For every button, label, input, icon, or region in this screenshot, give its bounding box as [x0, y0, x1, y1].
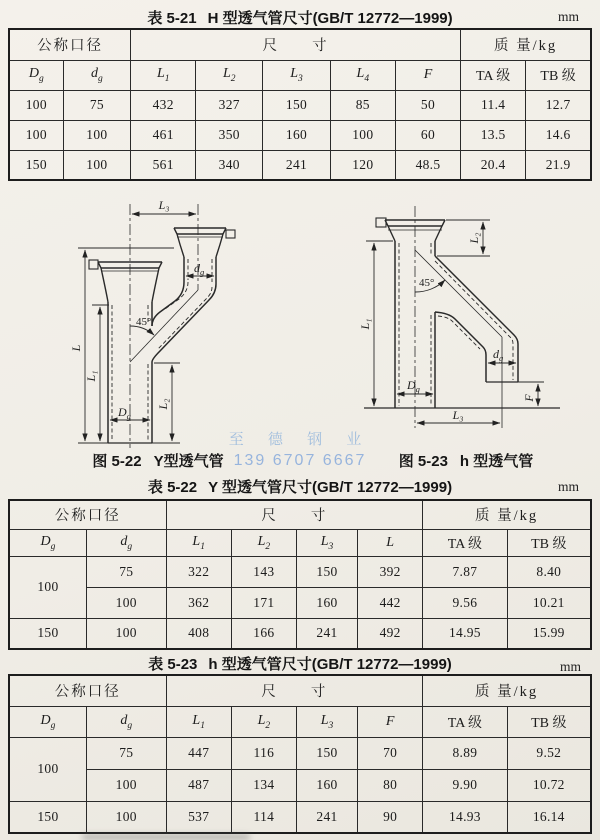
table-cell: 100	[63, 120, 131, 150]
table-cell: 10.21	[507, 587, 591, 618]
table-cell: 100	[86, 801, 166, 833]
dim-label-dg: $d_g$	[194, 261, 205, 277]
table-cell: 100	[9, 120, 63, 150]
group-header: 质 量/kg	[423, 675, 591, 706]
angle-label: 45°	[136, 316, 152, 328]
figure-y-type-drawing	[68, 190, 326, 452]
dim-label-L3: L₃	[452, 408, 464, 422]
table-cell: 20.4	[461, 150, 526, 180]
table-cell: 21.9	[526, 150, 591, 180]
column-header: $d_g$	[86, 529, 166, 556]
table-number: 表 5-22	[147, 479, 198, 496]
table-row	[9, 618, 591, 649]
column-header: $L_2$	[231, 706, 296, 737]
column-header: TB 级	[507, 529, 591, 556]
table-cell: 114	[231, 801, 296, 833]
unit-label-mm: mm	[557, 9, 579, 24]
table-cell: 241	[263, 150, 331, 180]
table-cell: 166	[231, 618, 296, 649]
table-row	[9, 556, 591, 587]
column-header: $L_2$	[231, 529, 296, 556]
table-row	[9, 120, 591, 150]
group-header: 尺 寸	[166, 675, 423, 706]
group-header: 质 量/kg	[461, 29, 591, 60]
table-h-small-type-dimensions	[8, 674, 592, 834]
table-cell: 150	[296, 556, 357, 587]
table-cell: 48.5	[395, 150, 460, 180]
table-number: 表 5-23	[148, 656, 198, 673]
table-cell: 11.4	[461, 90, 526, 120]
table-title-text: Y 型透气管尺寸(GB/T 12772—1999)	[208, 479, 453, 496]
table-cell: 160	[296, 587, 357, 618]
column-header: $L_1$	[166, 706, 231, 737]
table-row	[9, 737, 591, 769]
watermark-line2: 139 6707 6667	[233, 452, 367, 469]
table-h-type-dimensions	[8, 28, 592, 181]
table-cell: 75	[86, 556, 166, 587]
dim-label-F: F	[522, 394, 536, 402]
column-header: $d_g$	[86, 706, 166, 737]
dim-label-dg: $d_g$	[493, 347, 504, 363]
dim-label-L2: L₂	[467, 232, 481, 244]
dim-label-L1: L₁	[358, 318, 372, 330]
dim-label-L: L	[69, 344, 83, 352]
figure-caption-text: h 型透气管	[459, 453, 534, 470]
group-header: 尺 寸	[131, 29, 461, 60]
dimension-lines	[366, 220, 544, 423]
table-cell: 120	[330, 150, 395, 180]
table-cell: 100	[9, 90, 63, 120]
table-cell: 322	[166, 556, 231, 587]
dim-label-Dg: $D_g$	[407, 378, 420, 394]
table-cell: 85	[330, 90, 395, 120]
table-cell: 362	[166, 587, 231, 618]
column-header: $D_g$	[9, 60, 63, 90]
table-cell: 241	[296, 801, 357, 833]
table-cell: 14.95	[423, 618, 507, 649]
main-socket	[89, 260, 162, 302]
table-cell: 160	[296, 769, 357, 801]
unit-label-mm: mm	[557, 479, 579, 494]
dim-label-L3: L₃	[158, 198, 170, 212]
column-header: $D_g$	[9, 706, 86, 737]
table-cell: 150	[9, 801, 86, 833]
table-cell: 50	[395, 90, 460, 120]
unit-label-mm: mm	[559, 659, 581, 674]
table-row	[9, 587, 591, 618]
table-cell: 392	[358, 556, 423, 587]
table-cell: 116	[231, 737, 296, 769]
group-header: 公称口径	[9, 500, 166, 529]
table-cell: 487	[166, 769, 231, 801]
scan-smudge	[82, 834, 250, 840]
column-header: $L_3$	[263, 60, 331, 90]
table-cell: 100	[63, 150, 131, 180]
dim-label-Dg: $D_g$	[118, 405, 131, 421]
table-cell: 160	[263, 120, 331, 150]
column-header: TA 级	[461, 60, 526, 90]
table-cell: 143	[231, 556, 296, 587]
table-cell: 9.56	[423, 587, 507, 618]
table-cell: 340	[196, 150, 263, 180]
table-number: 表 5-21	[147, 10, 197, 27]
table-cell: 80	[358, 769, 423, 801]
column-header: $D_g$	[9, 529, 86, 556]
table-5-22-title	[0, 476, 600, 497]
figure-number: 图 5-23	[398, 453, 448, 470]
figure-caption-text: Y型透气管	[153, 453, 224, 470]
table-cell: 9.52	[507, 737, 591, 769]
column-header: $L_3$	[296, 706, 357, 737]
table-cell: 350	[196, 120, 263, 150]
column-header: $L_3$	[296, 529, 357, 556]
column-header: F	[358, 706, 423, 737]
group-header: 尺 寸	[166, 500, 423, 529]
table-cell: 447	[166, 737, 231, 769]
table-cell: 90	[358, 801, 423, 833]
table-cell: 408	[166, 618, 231, 649]
table-cell: 8.89	[423, 737, 507, 769]
table-cell: 561	[131, 150, 196, 180]
table-cell: 8.40	[507, 556, 591, 587]
table-row	[9, 801, 591, 833]
column-header: TA 级	[423, 529, 507, 556]
table-cell: 75	[86, 737, 166, 769]
table-cell: 100	[86, 769, 166, 801]
table-cell: 461	[131, 120, 196, 150]
table-cell: 432	[131, 90, 196, 120]
group-header: 质 量/kg	[423, 500, 591, 529]
table-cell: 60	[395, 120, 460, 150]
table-cell: 442	[358, 587, 423, 618]
table-cell: 134	[231, 769, 296, 801]
table-cell: 100	[9, 556, 86, 618]
table-cell: 16.14	[507, 801, 591, 833]
table-cell: 241	[296, 618, 357, 649]
figure-number: 图 5-22	[92, 453, 142, 470]
table-cell: 14.6	[526, 120, 591, 150]
watermark-line1: 至 德 钢 业	[228, 431, 372, 448]
column-header: F	[395, 60, 460, 90]
table-5-23-title	[0, 653, 600, 674]
table-5-21-title	[0, 7, 600, 28]
table-cell: 100	[86, 587, 166, 618]
column-header: TA 级	[423, 706, 507, 737]
figure-5-22-caption	[44, 450, 272, 471]
figure-h-type-drawing	[350, 192, 590, 444]
table-cell: 9.90	[423, 769, 507, 801]
table-row	[9, 150, 591, 180]
table-cell: 537	[166, 801, 231, 833]
table-cell: 12.7	[526, 90, 591, 120]
table-y-type-dimensions	[8, 499, 592, 650]
dim-label-L2: L₂	[156, 398, 170, 410]
group-header: 公称口径	[9, 29, 131, 60]
dimension-lines	[78, 214, 214, 443]
table-cell: 100	[86, 618, 166, 649]
table-cell: 70	[358, 737, 423, 769]
table-cell: 14.93	[423, 801, 507, 833]
table-cell: 75	[63, 90, 131, 120]
table-row	[9, 90, 591, 120]
column-header: L	[358, 529, 423, 556]
table-cell: 150	[296, 737, 357, 769]
table-title-text: h 型透气管尺寸(GB/T 12772—1999)	[208, 656, 452, 673]
table-cell: 100	[330, 120, 395, 150]
column-header: TB 级	[507, 706, 591, 737]
table-cell: 327	[196, 90, 263, 120]
table-cell: 171	[231, 587, 296, 618]
angle-label: 45°	[419, 277, 435, 289]
table-title-text: H 型透气管尺寸(GB/T 12772—1999)	[207, 10, 453, 27]
column-header: $d_g$	[63, 60, 131, 90]
table-cell: 13.5	[461, 120, 526, 150]
table-row	[9, 769, 591, 801]
table-cell: 15.99	[507, 618, 591, 649]
column-header: $L_1$	[131, 60, 196, 90]
table-cell: 150	[263, 90, 331, 120]
main-socket	[376, 218, 445, 241]
dim-label-L1: L₁	[84, 370, 98, 382]
table-cell: 492	[358, 618, 423, 649]
table-cell: 150	[9, 618, 86, 649]
column-header: $L_2$	[196, 60, 263, 90]
branch-pipe	[152, 257, 216, 362]
table-cell: 7.87	[423, 556, 507, 587]
table-cell: 150	[9, 150, 63, 180]
group-header: 公称口径	[9, 675, 166, 706]
column-header: $L_1$	[166, 529, 231, 556]
column-header: $L_4$	[330, 60, 395, 90]
branch-socket	[174, 228, 235, 257]
table-cell: 100	[9, 737, 86, 801]
figure-5-23-caption	[352, 450, 580, 471]
table-cell: 10.72	[507, 769, 591, 801]
column-header: TB 级	[526, 60, 591, 90]
